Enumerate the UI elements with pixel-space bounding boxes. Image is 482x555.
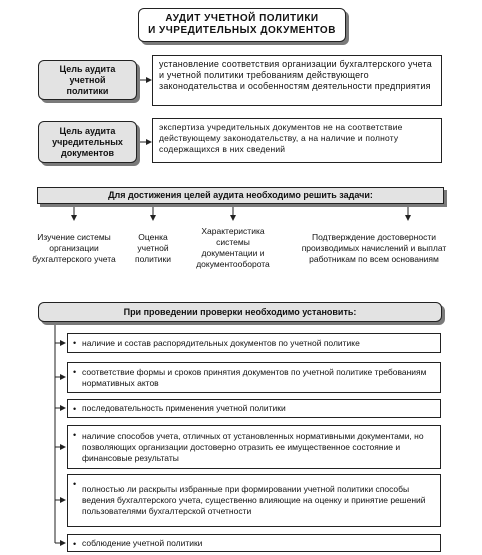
task-item: Подтверждение достоверности производимых начислений и выплат работникам по всем основаниям (301, 231, 447, 264)
title-line-1: АУДИТ УЧЕТНОЙ ПОЛИТИКИ (165, 13, 319, 24)
check-item-text: соблюдение учетной политики (82, 537, 203, 548)
bullet-icon: • (73, 479, 77, 489)
bullet-icon: • (73, 404, 77, 414)
bullet-icon: • (73, 539, 77, 549)
check-item (67, 333, 441, 353)
task-item: Характеристика системы документации и документооборота (196, 226, 270, 269)
check-item (67, 399, 441, 418)
bullet-icon: • (73, 338, 77, 348)
goal-text-founding-documents: экспертиза учредительных документов не на соответствие действующему законодательству, а на наличие и полноту содержащихся в них сведений (152, 118, 442, 163)
goal-label-accounting-policy: Цель аудита учетной политики (38, 60, 137, 100)
checks-header: При проведении проверки необходимо установить: (38, 302, 442, 322)
check-item-text: наличие и состав распорядительных документов по учетной политике (82, 337, 360, 348)
check-item (67, 474, 441, 527)
task-item: Изучение системы организации бухгалтерского учета (32, 231, 116, 264)
bullet-icon: • (73, 367, 77, 377)
goal-text-accounting-policy: установление соответствия организации бухгалтерского учета и учетной политики требованиям действующего законодательства и особенностям деятельности предприятия (152, 55, 442, 106)
check-item-text: соответствие формы и сроков принятия документов по учетной политике требованиям нормативных актов (82, 366, 427, 388)
task-item: Оценка учетной политики (135, 231, 171, 264)
bullet-icon: • (73, 430, 77, 440)
goal-label-founding-documents: Цель аудита учредительных документов (38, 121, 137, 163)
check-item-text: полностью ли раскрыты избранные при формировании учетной политики способы ведения бухгалтерского учета, существенно влияющие на оценку и принятие решений пользователями бухгалтерской отчетности (82, 484, 426, 516)
tasks-header: Для достижения целей аудита необходимо решить задачи: (37, 187, 444, 204)
title-line-2: И УЧРЕДИТЕЛЬНЫХ ДОКУМЕНТОВ (148, 25, 336, 36)
check-item (67, 425, 441, 469)
diagram-title (138, 8, 346, 42)
check-item (67, 534, 441, 552)
check-item (67, 362, 441, 393)
check-item-text: последовательность применения учетной политики (82, 403, 286, 413)
check-item-text: наличие способов учета, отличных от установленных нормативными документами, но позволяющих организации достоверно отразить ее имущественное состояние и финансовые результаты (82, 430, 424, 463)
